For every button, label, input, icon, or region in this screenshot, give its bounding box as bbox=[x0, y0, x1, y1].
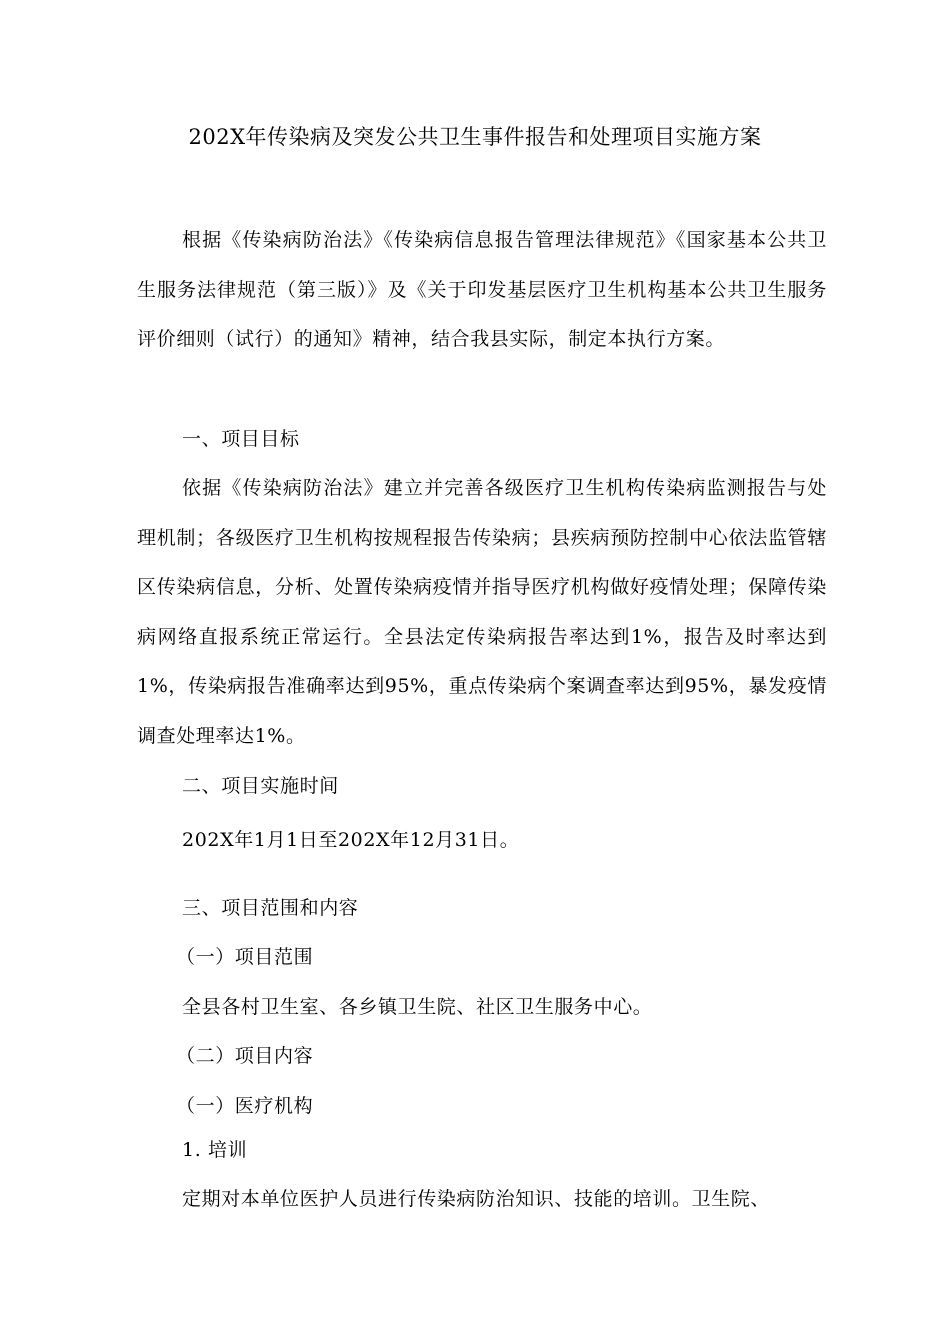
item1-body: 定期对本单位医护人员进行传染病防治知识、技能的培训。卫生院、 bbox=[182, 1188, 771, 1210]
intro-paragraph: 根据《传染病防治法》《传染病信息报告管理法律规范》《国家基本公共卫生服务法律规范（第三版）》及《关于印发基层医疗卫生机构基本公共卫生服务评价细则（试行）的通知》精神，结合我县实际，制定本执行方案。 bbox=[137, 229, 827, 350]
section1-body: 依据《传染病防治法》建立并完善各级医疗卫生机构传染病监测报告与处理机制；各级医疗卫生机构按规程报告传染病；县疾病预防控制中心依法监管辖区传染病信息，分析、处置传染病疫情并指导医疗机构做好疫情处理；保障传染病网络直报系统正常运行。全县法定传染病报告率达到1%，报告及时率达到1%，传染病报告准确率达到95%，重点传染病个案调查率达到95%，暴发疫情调查处理率达1%。 bbox=[137, 477, 827, 747]
sub1-heading: （一）项目范围 bbox=[176, 946, 314, 968]
item1-heading: 1. 培训 bbox=[182, 1139, 248, 1161]
section1-heading: 一、项目目标 bbox=[182, 428, 300, 450]
section3-heading: 三、项目范围和内容 bbox=[182, 897, 359, 919]
sub2a-heading: （一）医疗机构 bbox=[176, 1095, 314, 1117]
section2-body: 202X年1月1日至202X年12月31日。 bbox=[182, 829, 520, 851]
section2-heading: 二、项目实施时间 bbox=[182, 775, 339, 797]
sub2-heading: （二）项目内容 bbox=[176, 1045, 314, 1067]
sub1-body: 全县各村卫生室、各乡镇卫生院、社区卫生服务中心。 bbox=[182, 996, 653, 1018]
document-title: 202X年传染病及突发公共卫生事件报告和处理项目实施方案 bbox=[188, 125, 762, 149]
